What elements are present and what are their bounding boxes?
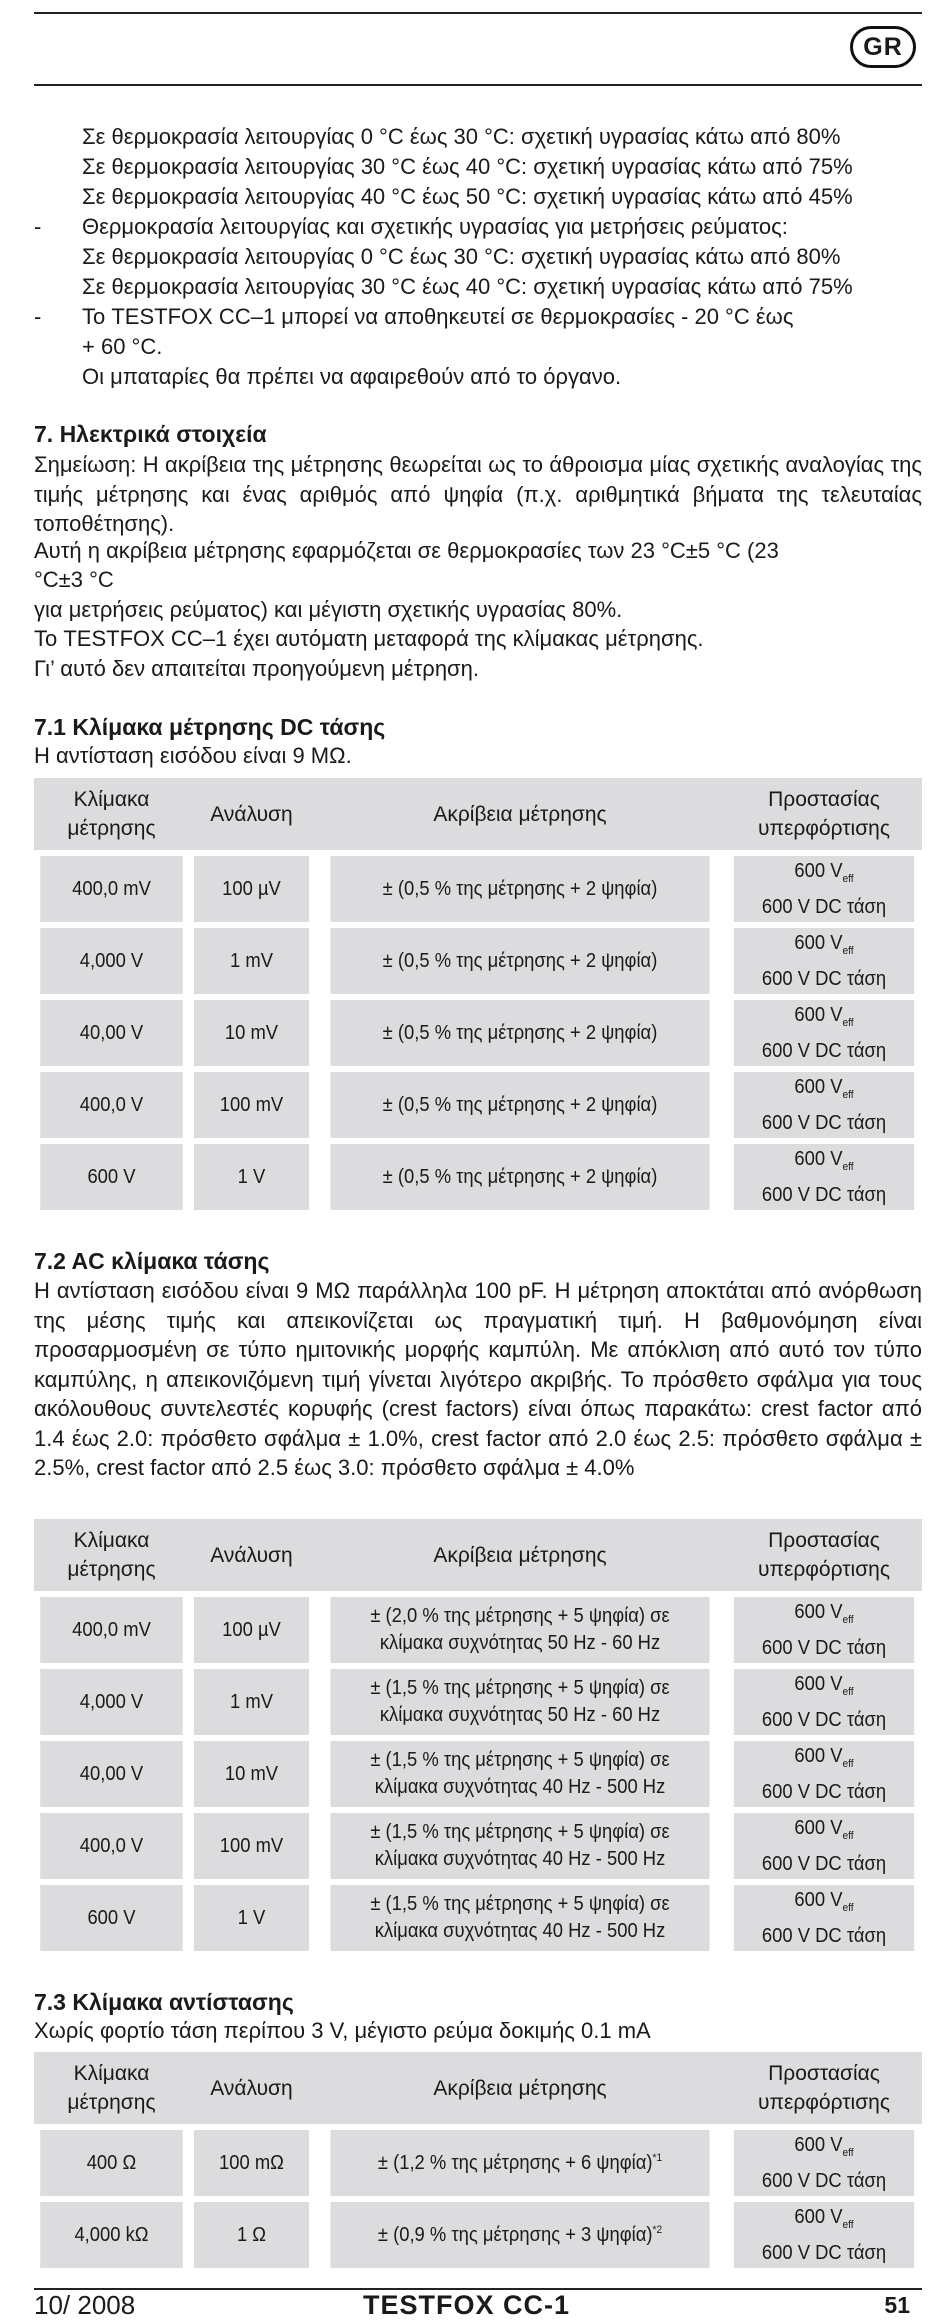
- page-number: 51: [884, 2292, 910, 2318]
- table-header-row: [34, 2052, 922, 2124]
- cell-resolution: 100 µV: [194, 856, 309, 922]
- cell-resolution: 100 mV: [194, 1072, 309, 1138]
- cell-resolution: 100 mV: [194, 1813, 309, 1879]
- cell-range: 600 V: [40, 1144, 183, 1210]
- table-row: [34, 1072, 922, 1138]
- cell-resolution: 10 mV: [194, 1000, 309, 1066]
- cell-accuracy: ± (0,5 % της μέτρησης + 2 ψηφία): [330, 1000, 709, 1066]
- cell-accuracy: ± (1,5 % της μέτρησης + 5 ψηφία) σε κλίμακα συχνότητας 40 Hz - 500 Hz: [330, 1741, 709, 1807]
- intro-line: Σε θερμοκρασία λειτουργίας 30 °C έως 40 °C: σχετική υγρασίας κάτω από 75%: [82, 274, 853, 299]
- footer-date: 10/ 2008: [34, 2290, 136, 2320]
- cell-resolution: 1 V: [194, 1144, 309, 1210]
- dc-voltage-table: [34, 772, 922, 1216]
- cell-resolution: 10 mV: [194, 1741, 309, 1807]
- cell-range: 600 V: [40, 1885, 183, 1951]
- section-7-line: °C±3 °C: [34, 567, 114, 592]
- table-row: [34, 2202, 922, 2268]
- cell-protection: 600 $V_{eff}$ 600 V DC τάση: [734, 1669, 914, 1735]
- intro-line: + 60 °C.: [82, 334, 163, 359]
- section-7-3-subtitle: Χωρίς φορτίο τάση περίπου 3 V, μέγιστο ρεύμα δοκιμής 0.1 mA: [34, 2018, 651, 2043]
- intro-line: Σε θερμοκρασία λειτουργίας 30 °C έως 40 °C: σχετική υγρασίας κάτω από 75%: [82, 154, 853, 179]
- section-7-line: Γι’ αυτό δεν απαιτείται προηγούμενη μέτρηση.: [34, 656, 479, 681]
- cell-range: 400 Ω: [40, 2130, 183, 2196]
- table-row: [34, 1144, 922, 1210]
- header-resolution: Ανάλυση: [189, 1519, 314, 1591]
- section-7-line: για μετρήσεις ρεύματος) και μέγιστη σχετικής υγρασίας 80%.: [34, 597, 623, 622]
- section-7-1-subtitle: Η αντίσταση εισόδου είναι 9 MΩ.: [34, 743, 352, 768]
- header-range: Κλίμακα μέτρησης: [34, 778, 189, 850]
- cell-protection: 600 $V_{eff}$ 600 V DC τάση: [734, 928, 914, 994]
- cell-range: 4,000 kΩ: [40, 2202, 183, 2268]
- language-badge: GR: [850, 26, 916, 68]
- header-resolution: Ανάλυση: [189, 2052, 314, 2124]
- intro-line: Οι μπαταρίες θα πρέπει να αφαιρεθούν από το όργανο.: [82, 364, 622, 389]
- intro-line: Το TESTFOX CC–1 μπορεί να αποθηκευτεί σε θερμοκρασίες - 20 °C έως: [82, 304, 794, 329]
- intro-line: Θερμοκρασία λειτουργίας και σχετικής υγρασίας για μετρήσεις ρεύματος:: [82, 214, 788, 239]
- table-row: [34, 1813, 922, 1879]
- section-7-2-text: Η αντίσταση εισόδου είναι 9 MΩ παράλληλα 100 pF. Η μέτρηση αποκτάται από ανόρθωση της μέσης τιμής και απεικονίζεται ως πραγματική τιμή. Η βαθμονόμηση είναι προσαρμοσμένη σε τύπο ημιτονικής μορφής καμπύλη. Με απόκλιση από αυτό τον τύπο καμπύλης, η απεικονιζόμενη τιμή γίνεται λιγότερο ακριβής. Το πρόσθετο σφάλμα για τους ακόλουθους συντελεστές κορυφής (crest factors) είναι όπως παρακάτω: crest factor από 1.4 έως 2.0: πρόσθετο σφάλμα ± 1.0%, crest factor από 2.0 έως 2.5: πρόσθετο σφάλμα ± 2.5%, crest factor από 2.5 έως 3.0: πρόσθετο σφάλμα ± 4.0%: [34, 1278, 922, 1480]
- header-range: Κλίμακα μέτρησης: [34, 1519, 189, 1591]
- cell-accuracy: ± (1,2 % της μέτρησης + 6 ψηφία)$^{*1}$: [330, 2130, 709, 2196]
- cell-accuracy: ± (1,5 % της μέτρησης + 5 ψηφία) σε κλίμακα συχνότητας 50 Hz - 60 Hz: [330, 1669, 709, 1735]
- table-header-row: [34, 1519, 922, 1591]
- cell-accuracy: ± (0,5 % της μέτρησης + 2 ψηφία): [330, 1144, 709, 1210]
- header-accuracy: Ακρίβεια μέτρησης: [314, 2052, 726, 2124]
- cell-range: 400,0 mV: [40, 856, 183, 922]
- table-row: [34, 1000, 922, 1066]
- ac-voltage-table: [34, 1513, 922, 1957]
- table-row: [34, 1669, 922, 1735]
- cell-accuracy: ± (0,9 % της μέτρησης + 3 ψηφία)$^{*2}$: [330, 2202, 709, 2268]
- cell-protection: 600 $V_{eff}$ 600 V DC τάση: [734, 1597, 914, 1663]
- cell-range: 40,00 V: [40, 1741, 183, 1807]
- section-7-2-title: 7.2 AC κλίμακα τάσης: [34, 1248, 270, 1274]
- section-7-line: Αυτή η ακρίβεια μέτρησης εφαρμόζεται σε θερμοκρασίες των 23 °C±5 °C (23: [34, 538, 779, 563]
- table-row: [34, 1741, 922, 1807]
- cell-protection: 600 $V_{eff}$ 600 V DC τάση: [734, 1885, 914, 1951]
- table-row: [34, 1885, 922, 1951]
- cell-range: 40,00 V: [40, 1000, 183, 1066]
- section-7-1-title: 7.1 Κλίμακα μέτρησης DC τάσης: [34, 714, 386, 740]
- header-accuracy: Ακρίβεια μέτρησης: [314, 778, 726, 850]
- cell-protection: 600 $V_{eff}$ 600 V DC τάση: [734, 1741, 914, 1807]
- header-range: Κλίμακα μέτρησης: [34, 2052, 189, 2124]
- cell-protection: 600 $V_{eff}$ 600 V DC τάση: [734, 1000, 914, 1066]
- cell-accuracy: ± (0,5 % της μέτρησης + 2 ψηφία): [330, 1072, 709, 1138]
- cell-protection: 600 $V_{eff}$ 600 V DC τάση: [734, 1072, 914, 1138]
- table-row: [34, 2130, 922, 2196]
- cell-accuracy: ± (0,5 % της μέτρησης + 2 ψηφία): [330, 928, 709, 994]
- cell-accuracy: ± (1,5 % της μέτρησης + 5 ψηφία) σε κλίμακα συχνότητας 40 Hz - 500 Hz: [330, 1885, 709, 1951]
- header-resolution: Ανάλυση: [189, 778, 314, 850]
- footer-product-name: TESTFOX CC-1: [363, 2290, 571, 2320]
- cell-accuracy: ± (2,0 % της μέτρησης + 5 ψηφία) σε κλίμακα συχνότητας 50 Hz - 60 Hz: [330, 1597, 709, 1663]
- cell-protection: 600 $V_{eff}$ 600 V DC τάση: [734, 2202, 914, 2268]
- cell-accuracy: ± (1,5 % της μέτρησης + 5 ψηφία) σε κλίμακα συχνότητας 40 Hz - 500 Hz: [330, 1813, 709, 1879]
- section-7-note: Σημείωση: Η ακρίβεια της μέτρησης θεωρείται ως το άθροισμα μίας σχετικής αναλογίας της τιμής μέτρησης και ένας αριθμός από ψηφία (π.χ. αριθμητικά βήματα της τελευταίας τοποθέτησης).: [34, 452, 922, 536]
- resistance-table: [34, 2046, 922, 2274]
- section-7-line: Το TESTFOX CC–1 έχει αυτόματη μεταφορά της κλίμακας μέτρησης.: [34, 626, 704, 651]
- table-row: [34, 928, 922, 994]
- header-protection: Προστασίας υπερφόρτισης: [726, 2052, 922, 2124]
- top-rule: [34, 12, 922, 14]
- table-header-row: [34, 778, 922, 850]
- cell-range: 400,0 V: [40, 1813, 183, 1879]
- list-dash: -: [34, 304, 42, 329]
- cell-range: 400,0 mV: [40, 1597, 183, 1663]
- list-dash: -: [34, 214, 42, 239]
- cell-protection: 600 $V_{eff}$ 600 V DC τάση: [734, 1813, 914, 1879]
- table-row: [34, 1597, 922, 1663]
- cell-resolution: 100 µV: [194, 1597, 309, 1663]
- intro-line: Σε θερμοκρασία λειτουργίας 0 °C έως 30 °C: σχετική υγρασίας κάτω από 80%: [82, 124, 841, 149]
- cell-resolution: 1 mV: [194, 1669, 309, 1735]
- section-7-title: 7. Ηλεκτρικά στοιχεία: [34, 421, 267, 447]
- cell-protection: 600 $V_{eff}$ 600 V DC τάση: [734, 1144, 914, 1210]
- header-accuracy: Ακρίβεια μέτρησης: [314, 1519, 726, 1591]
- header-rule: [34, 84, 922, 86]
- header-protection: Προστασίας υπερφόρτισης: [726, 778, 922, 850]
- cell-range: 400,0 V: [40, 1072, 183, 1138]
- cell-protection: 600 $V_{eff}$ 600 V DC τάση: [734, 856, 914, 922]
- cell-accuracy: ± (0,5 % της μέτρησης + 2 ψηφία): [330, 856, 709, 922]
- cell-range: 4,000 V: [40, 928, 183, 994]
- cell-resolution: 1 Ω: [194, 2202, 309, 2268]
- cell-range: 4,000 V: [40, 1669, 183, 1735]
- cell-resolution: 100 mΩ: [194, 2130, 309, 2196]
- cell-protection: 600 $V_{eff}$ 600 V DC τάση: [734, 2130, 914, 2196]
- section-7-3-title: 7.3 Κλίμακα αντίστασης: [34, 1989, 294, 2015]
- intro-line: Σε θερμοκρασία λειτουργίας 40 °C έως 50 °C: σχετική υγρασίας κάτω από 45%: [82, 184, 853, 209]
- intro-line: Σε θερμοκρασία λειτουργίας 0 °C έως 30 °C: σχετική υγρασίας κάτω από 80%: [82, 244, 841, 269]
- cell-resolution: 1 mV: [194, 928, 309, 994]
- table-row: [34, 856, 922, 922]
- header-protection: Προστασίας υπερφόρτισης: [726, 1519, 922, 1591]
- cell-resolution: 1 V: [194, 1885, 309, 1951]
